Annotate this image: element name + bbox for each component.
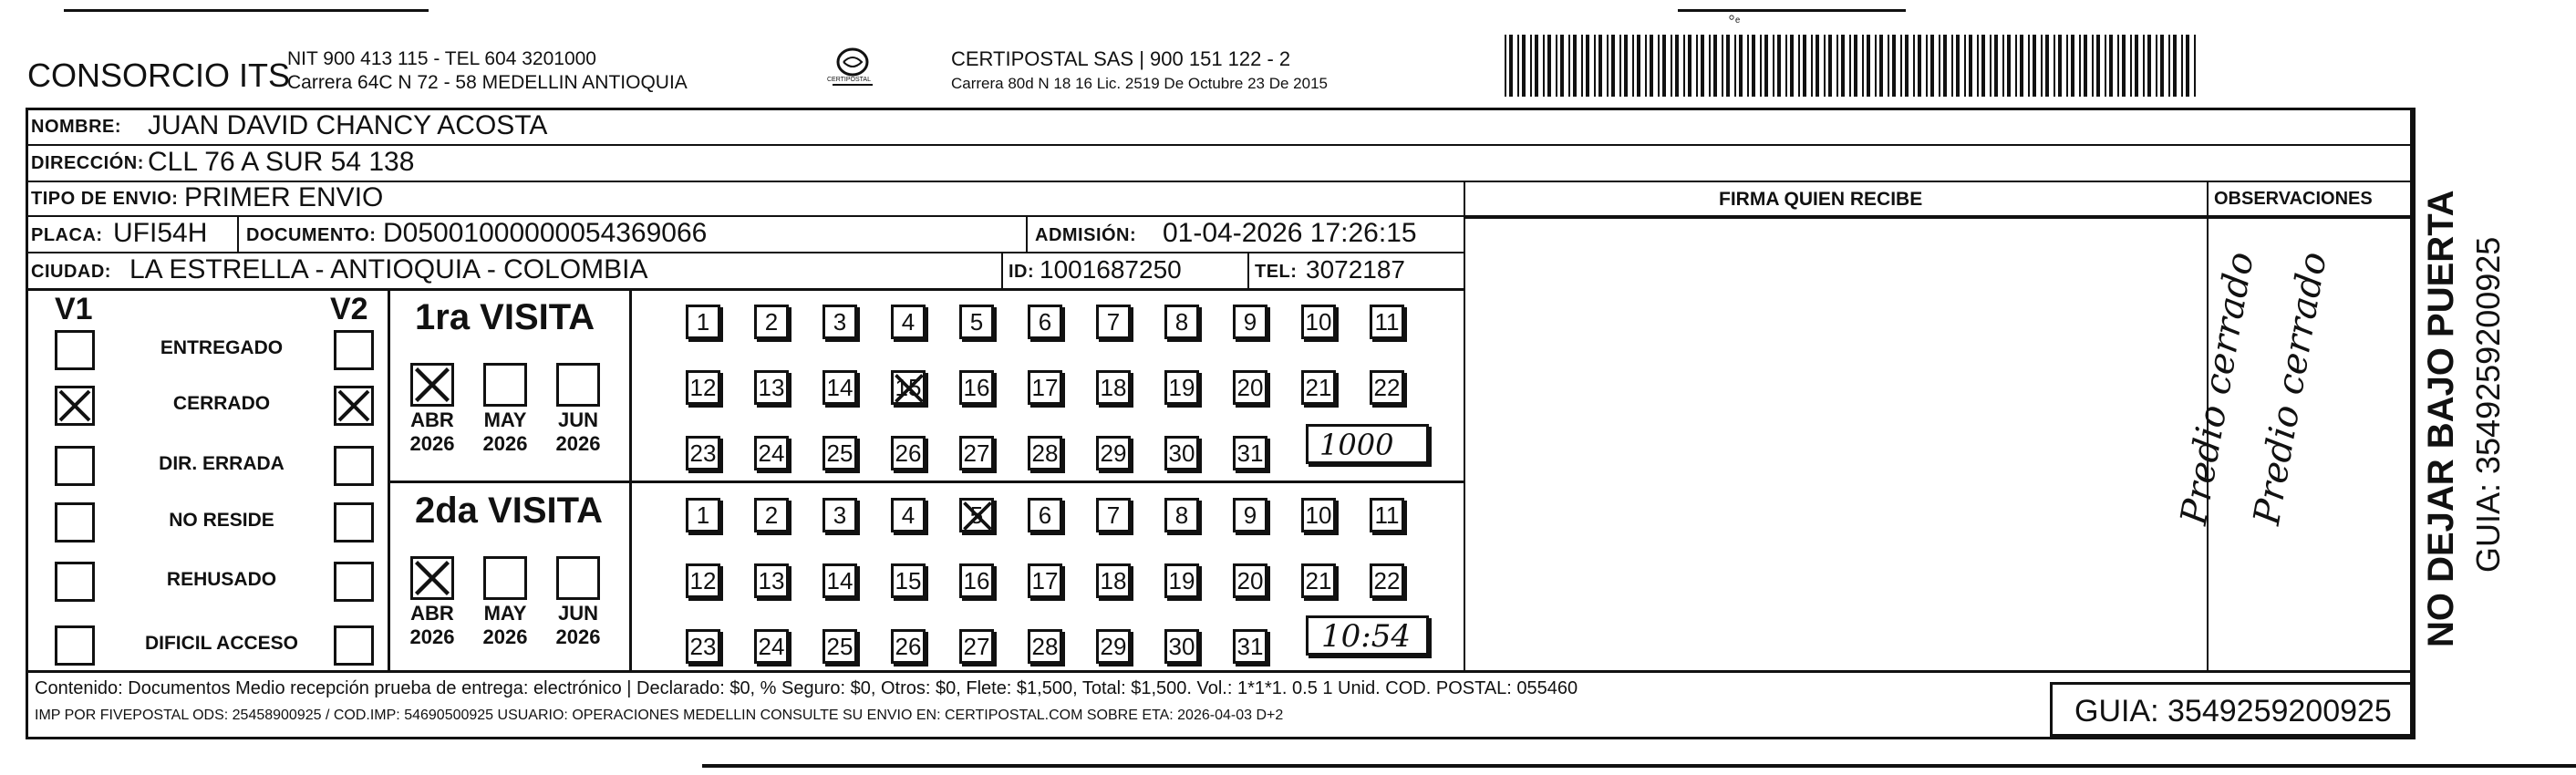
day-box[interactable]: 23: [686, 436, 720, 470]
barcode-bar: [1977, 35, 1979, 97]
barcode-bar: [1854, 35, 1857, 97]
v1-label: V1: [55, 292, 93, 326]
day-box[interactable]: 11: [1370, 305, 1404, 339]
footer-guide: GUIA: 3549259200925: [2074, 694, 2392, 728]
side-guide: GUIA: 3549259200925: [2469, 236, 2507, 573]
barcode-bar: [2117, 35, 2119, 97]
month-label: [400, 408, 464, 456]
barcode-bar: [1543, 35, 1545, 97]
barcode-bar: [2084, 35, 2087, 97]
barcode-bar: [1816, 35, 1819, 97]
barcode-bar: [2181, 35, 2183, 97]
day-box[interactable]: 6: [1028, 498, 1062, 532]
v2-checkbox[interactable]: [334, 502, 374, 542]
barcode-bar: [1892, 35, 1896, 97]
barcode-bar: [1939, 35, 1940, 97]
month-checkbox[interactable]: [483, 363, 527, 407]
row-sep: [26, 144, 2413, 146]
barcode-bar: [1760, 35, 1762, 97]
v1-checkbox[interactable]: [55, 502, 95, 542]
day-box[interactable]: 28: [1028, 436, 1062, 470]
month-year: 2026: [482, 432, 528, 455]
month-name: JUN: [557, 602, 598, 625]
day-box[interactable]: 29: [1096, 629, 1131, 664]
name-label: NOMBRE:: [31, 117, 122, 137]
day-box[interactable]: 12: [686, 370, 720, 405]
time-box-visit1: [1306, 424, 1429, 464]
plate-label: PLACA:: [31, 225, 103, 245]
signature-header: FIRMA QUIEN RECIBE: [1719, 189, 1923, 210]
v1-checkbox[interactable]: [55, 562, 95, 602]
barcode-bar: [1722, 35, 1723, 97]
day-box[interactable]: 5: [959, 305, 994, 339]
barcode-bar: [2092, 35, 2094, 97]
barcode-bar: [1747, 35, 1749, 97]
v2-checkbox[interactable]: [334, 386, 374, 426]
month-checkbox[interactable]: [556, 363, 600, 407]
barcode-bar: [2143, 35, 2145, 97]
barcode-bar: [1849, 35, 1851, 97]
col-sep-signature: [1464, 182, 1465, 670]
day-box[interactable]: 10: [1301, 498, 1336, 532]
barcode-bar: [2020, 35, 2023, 97]
v2-checkbox[interactable]: [334, 330, 374, 370]
barcode-bar: [1624, 35, 1628, 97]
row-sep: [26, 288, 1464, 291]
v2-checkbox[interactable]: [334, 625, 374, 666]
barcode-bar: [1535, 35, 1538, 97]
v2-checkbox[interactable]: [334, 562, 374, 602]
day-box[interactable]: 30: [1164, 436, 1199, 470]
visit-title: 2da VISITA: [415, 491, 603, 531]
barcode-bar: [1803, 35, 1806, 97]
shipping-type-label: TIPO DE ENVIO:: [31, 189, 179, 209]
barcode-bar: [1811, 35, 1813, 97]
visit-title: 1ra VISITA: [415, 297, 595, 337]
barcode-bar: [1573, 35, 1577, 97]
barcode-bar: [1658, 35, 1660, 97]
company-nit: NIT 900 413 115 - TEL 604 3201000: [287, 48, 596, 69]
barcode-mark: ⸰ₑ: [1728, 10, 1741, 25]
month-name: JUN: [557, 408, 598, 431]
barcode-bar: [1790, 35, 1794, 97]
barcode-bar: [1594, 35, 1596, 97]
day-box[interactable]: 8: [1164, 498, 1199, 532]
barcode-bar: [1836, 35, 1838, 97]
barcode-bar: [1867, 35, 1870, 97]
barcode-bar: [2033, 35, 2036, 97]
barcode-bar: [1981, 35, 1985, 97]
day-box[interactable]: 22: [1370, 563, 1404, 598]
month-name: ABR: [410, 408, 454, 431]
barcode-bar: [1969, 35, 1972, 97]
day-box[interactable]: 11: [1370, 498, 1404, 532]
day-check-mark: [959, 498, 996, 534]
barcode-bar: [1662, 35, 1666, 97]
footer-line2: IMP POR FIVEPOSTAL ODS: 25458900925 / COD.IMP: 54690500925 USUARIO: OPERACIONES MEDELLIN CONSULTE SU ENVIO EN: CERTIPOSTAL.COM SOBRE ETA: 2026-04-03 D+2: [35, 708, 1284, 723]
barcode-bar: [1505, 35, 1506, 97]
barcode-bar: [2066, 35, 2068, 97]
v1-checkbox[interactable]: [55, 386, 95, 426]
status-label: CERRADO: [172, 393, 271, 414]
day-box[interactable]: 27: [959, 629, 994, 664]
day-box[interactable]: 24: [754, 629, 789, 664]
barcode-bar: [1764, 35, 1768, 97]
v2-checkbox[interactable]: [334, 446, 374, 486]
company-name: CONSORCIO ITS: [27, 57, 291, 94]
barcode-bar: [2109, 35, 2113, 97]
day-box[interactable]: 3: [822, 498, 857, 532]
day-box[interactable]: 4: [891, 498, 926, 532]
day-box[interactable]: 14: [822, 563, 857, 598]
barcode-bar: [1645, 35, 1647, 97]
barcode-bar: [1701, 35, 1704, 97]
plate-value: UFI54H: [113, 218, 208, 248]
day-box[interactable]: 18: [1096, 563, 1131, 598]
day-box[interactable]: 9: [1233, 305, 1267, 339]
city-value: LA ESTRELLA - ANTIOQUIA - COLOMBIA: [129, 254, 648, 284]
day-box[interactable]: 1: [686, 305, 720, 339]
day-box[interactable]: 2: [754, 305, 789, 339]
day-box[interactable]: 24: [754, 436, 789, 470]
day-box[interactable]: 7: [1096, 498, 1131, 532]
barcode-bar: [2130, 35, 2132, 97]
day-box[interactable]: 22: [1370, 370, 1404, 405]
day-box[interactable]: 4: [891, 305, 926, 339]
day-box[interactable]: 12: [686, 563, 720, 598]
v2-label: V2: [330, 292, 368, 326]
month-name: MAY: [483, 602, 527, 625]
barcode-bar: [2079, 35, 2081, 97]
barcode-bar: [2002, 35, 2004, 97]
outer-right-border: [2413, 108, 2416, 739]
certipostal-logo: [825, 44, 880, 95]
v1-checkbox[interactable]: [55, 625, 95, 666]
bottom-rule: [702, 764, 2576, 768]
day-box[interactable]: 17: [1028, 370, 1062, 405]
barcode-bar: [1688, 35, 1691, 97]
barcode-bar: [1675, 35, 1679, 97]
barcode-bar: [1841, 35, 1845, 97]
barcode-bar: [1862, 35, 1864, 97]
barcode-bar: [2096, 35, 2100, 97]
side-warning: NO DEJAR BAJO PUERTA: [2421, 190, 2461, 647]
barcode-bar: [1619, 35, 1621, 97]
col-sep: [1001, 253, 1003, 288]
barcode-bar: [1696, 35, 1698, 97]
day-box[interactable]: 19: [1164, 370, 1199, 405]
barcode-bar: [1560, 35, 1564, 97]
month-label: [400, 602, 464, 649]
barcode-bar: [1918, 35, 1921, 97]
barcode-bar: [1713, 35, 1717, 97]
day-box[interactable]: 19: [1164, 563, 1199, 598]
month-check-mark: [410, 363, 454, 407]
observation-line2: Predio cerrado: [2246, 248, 2335, 528]
month-year: 2026: [409, 432, 455, 455]
barcode-bar: [2045, 35, 2049, 97]
name-value: JUAN DAVID CHANCY ACOSTA: [148, 110, 548, 140]
day-box[interactable]: 3: [822, 305, 857, 339]
id-label: ID:: [1009, 262, 1035, 282]
barcode-bar: [1773, 35, 1774, 97]
day-box[interactable]: 2: [754, 498, 789, 532]
barcode-bar: [1581, 35, 1583, 97]
barcode-bar: [2168, 35, 2170, 97]
col-sep: [237, 217, 239, 252]
barcode-bar: [1777, 35, 1781, 97]
day-box[interactable]: 21: [1301, 370, 1336, 405]
barcode-bar: [1607, 35, 1609, 97]
barcode-bar: [1632, 35, 1634, 97]
day-box[interactable]: 25: [822, 629, 857, 664]
barcode-bar: [1739, 35, 1743, 97]
admission-value: 01-04-2026 17:26:15: [1163, 218, 1417, 248]
day-box[interactable]: 14: [822, 370, 857, 405]
visit-divider: [388, 480, 1465, 483]
barcode-bar: [1964, 35, 1966, 97]
admission-label: ADMISIÓN:: [1035, 225, 1137, 245]
barcode-bar: [1930, 35, 1934, 97]
month-label: [473, 602, 537, 649]
signature-area[interactable]: [1466, 220, 2205, 668]
barcode: [1505, 35, 2207, 97]
barcode-bar: [1752, 35, 1755, 97]
barcode-bar: [1824, 35, 1826, 97]
barcode-bar: [2173, 35, 2177, 97]
status-label: DIFICIL ACCESO: [144, 633, 298, 654]
tel-value: 3072187: [1306, 255, 1406, 284]
month-check-mark: [410, 556, 454, 600]
v2-check-mark: [334, 386, 374, 426]
col-sep: [1026, 217, 1028, 252]
barcode-bar: [2041, 35, 2043, 97]
footer-guide-box: [2050, 682, 2413, 737]
barcode-bar: [1943, 35, 1947, 97]
barcode-bar: [1586, 35, 1589, 97]
barcode-bar: [1530, 35, 1532, 97]
barcode-bar: [1683, 35, 1685, 97]
logo-caption: CERTIPOSTAL: [827, 77, 871, 83]
barcode-bar: [1556, 35, 1557, 97]
day-box[interactable]: 21: [1301, 563, 1336, 598]
observations-area[interactable]: [2173, 220, 2412, 668]
day-box[interactable]: 20: [1233, 563, 1267, 598]
day-box[interactable]: 31: [1233, 629, 1267, 664]
day-box[interactable]: 16: [959, 370, 994, 405]
barcode-bar: [1798, 35, 1800, 97]
barcode-bar: [2105, 35, 2106, 97]
barcode-bar: [1517, 35, 1519, 97]
month-label: [546, 602, 610, 649]
day-box[interactable]: 27: [959, 436, 994, 470]
day-box[interactable]: 13: [754, 563, 789, 598]
barcode-bar: [2156, 35, 2157, 97]
barcode-bar: [1990, 35, 1991, 97]
v1-checkbox[interactable]: [55, 330, 95, 370]
barcode-bar: [1900, 35, 1902, 97]
month-name: MAY: [483, 408, 527, 431]
status-label: DIR. ERRADA: [159, 453, 284, 474]
barcode-bar: [1726, 35, 1730, 97]
day-box[interactable]: 15: [891, 563, 926, 598]
barcode-bar: [1522, 35, 1526, 97]
barcode-bar: [2147, 35, 2151, 97]
time-visit2: 10:54: [1321, 618, 1411, 655]
month-label: [473, 408, 537, 456]
day-check-mark: [891, 370, 927, 407]
barcode-bar: [1734, 35, 1736, 97]
day-box[interactable]: 5: [959, 498, 994, 532]
barcode-bar: [1875, 35, 1877, 97]
barcode-bar: [1913, 35, 1915, 97]
status-label: REHUSADO: [166, 569, 277, 590]
v1-check-mark: [55, 386, 95, 426]
day-box[interactable]: 1: [686, 498, 720, 532]
day-box[interactable]: 8: [1164, 305, 1199, 339]
day-box[interactable]: 30: [1164, 629, 1199, 664]
month-year: 2026: [555, 432, 601, 455]
top-rule-left: [64, 9, 429, 12]
barcode-bar: [2160, 35, 2164, 97]
barcode-bar: [1568, 35, 1570, 97]
status-label: NO RESIDE: [169, 510, 274, 531]
status-label: ENTREGADO: [160, 337, 284, 358]
day-box[interactable]: 26: [891, 629, 926, 664]
day-box[interactable]: 9: [1233, 498, 1267, 532]
time-box-visit2: [1306, 615, 1429, 656]
day-box[interactable]: 17: [1028, 563, 1062, 598]
document-label: DOCUMENTO:: [246, 225, 377, 245]
courier-address: Carrera 80d N 18 16 Lic. 2519 De Octubre 23 De 2015: [951, 75, 1328, 92]
month-name: ABR: [410, 602, 454, 625]
barcode-bar: [2007, 35, 2011, 97]
footer-top-rule: [26, 670, 2413, 673]
barcode-bar: [1879, 35, 1883, 97]
barcode-bar: [1994, 35, 1998, 97]
month-label: [546, 408, 610, 456]
barcode-bar: [2135, 35, 2138, 97]
barcode-bar: [1709, 35, 1711, 97]
barcode-bar: [2058, 35, 2062, 97]
day-box[interactable]: 6: [1028, 305, 1062, 339]
day-box[interactable]: 16: [959, 563, 994, 598]
day-box[interactable]: 28: [1028, 629, 1062, 664]
barcode-bar: [2054, 35, 2055, 97]
barcode-bar: [1547, 35, 1551, 97]
document-value: D05001000000054369066: [383, 218, 708, 248]
month-checkbox[interactable]: [410, 363, 454, 407]
observation-line1: Predio cerrado: [2173, 248, 2262, 528]
barcode-bar: [2071, 35, 2074, 97]
barcode-bar: [1926, 35, 1928, 97]
city-label: CIUDAD:: [31, 262, 111, 282]
barcode-bar: [2122, 35, 2126, 97]
id-value: 1001687250: [1040, 255, 1182, 284]
day-box[interactable]: 15: [891, 370, 926, 405]
v1-checkbox[interactable]: [55, 446, 95, 486]
month-checkbox[interactable]: [556, 556, 600, 600]
month-year: 2026: [482, 625, 528, 648]
barcode-bar: [1956, 35, 1960, 97]
barcode-bar: [1951, 35, 1953, 97]
day-box[interactable]: 13: [754, 370, 789, 405]
tel-label: TEL:: [1255, 262, 1298, 282]
day-box[interactable]: 23: [686, 629, 720, 664]
barcode-bar: [1905, 35, 1909, 97]
top-rule-right: [1678, 9, 1906, 12]
day-box[interactable]: 29: [1096, 436, 1131, 470]
barcode-bar: [2186, 35, 2189, 97]
barcode-bar: [1611, 35, 1615, 97]
day-box[interactable]: 20: [1233, 370, 1267, 405]
courier-name: CERTIPOSTAL SAS | 900 151 122 - 2: [951, 47, 1291, 70]
barcode-bar: [2194, 35, 2196, 97]
col-sep: [1247, 253, 1249, 288]
row-sep: [26, 181, 2413, 182]
barcode-bar: [2028, 35, 2030, 97]
barcode-bar: [1671, 35, 1672, 97]
day-box[interactable]: 10: [1301, 305, 1336, 339]
company-address: Carrera 64C N 72 - 58 MEDELLIN ANTIOQUIA: [287, 72, 688, 93]
barcode-bar: [2015, 35, 2017, 97]
address-label: DIRECCIÓN:: [31, 153, 144, 173]
header-underline: [1464, 217, 2412, 219]
time-visit1: 1000: [1319, 428, 1394, 462]
shipping-type-value: PRIMER ENVIO: [184, 182, 384, 212]
barcode-bar: [1598, 35, 1602, 97]
barcode-bar: [1650, 35, 1653, 97]
barcode-bar: [1509, 35, 1513, 97]
month-checkbox[interactable]: [483, 556, 527, 600]
barcode-bar: [1828, 35, 1832, 97]
day-box[interactable]: 7: [1096, 305, 1131, 339]
day-box[interactable]: 25: [822, 436, 857, 470]
footer-line1: Contenido: Documentos Medio recepción prueba de entrega: electrónico | Declarado: $0, % Seguro: $0, Otros: $0, Flete: $1,500, Total: $1,500. Vol.: 1*1*1. 0.5 1 Unid. COD. POSTAL: 055460: [35, 678, 1578, 698]
day-box[interactable]: 31: [1233, 436, 1267, 470]
day-box[interactable]: 26: [891, 436, 926, 470]
day-box[interactable]: 18: [1096, 370, 1131, 405]
month-year: 2026: [409, 625, 455, 648]
barcode-bar: [1888, 35, 1889, 97]
observations-header: OBSERVACIONES: [2214, 189, 2373, 209]
address-value: CLL 76 A SUR 54 138: [148, 147, 415, 177]
barcode-bar: [1637, 35, 1640, 97]
month-year: 2026: [555, 625, 601, 648]
month-checkbox[interactable]: [410, 556, 454, 600]
barcode-bar: [1785, 35, 1787, 97]
